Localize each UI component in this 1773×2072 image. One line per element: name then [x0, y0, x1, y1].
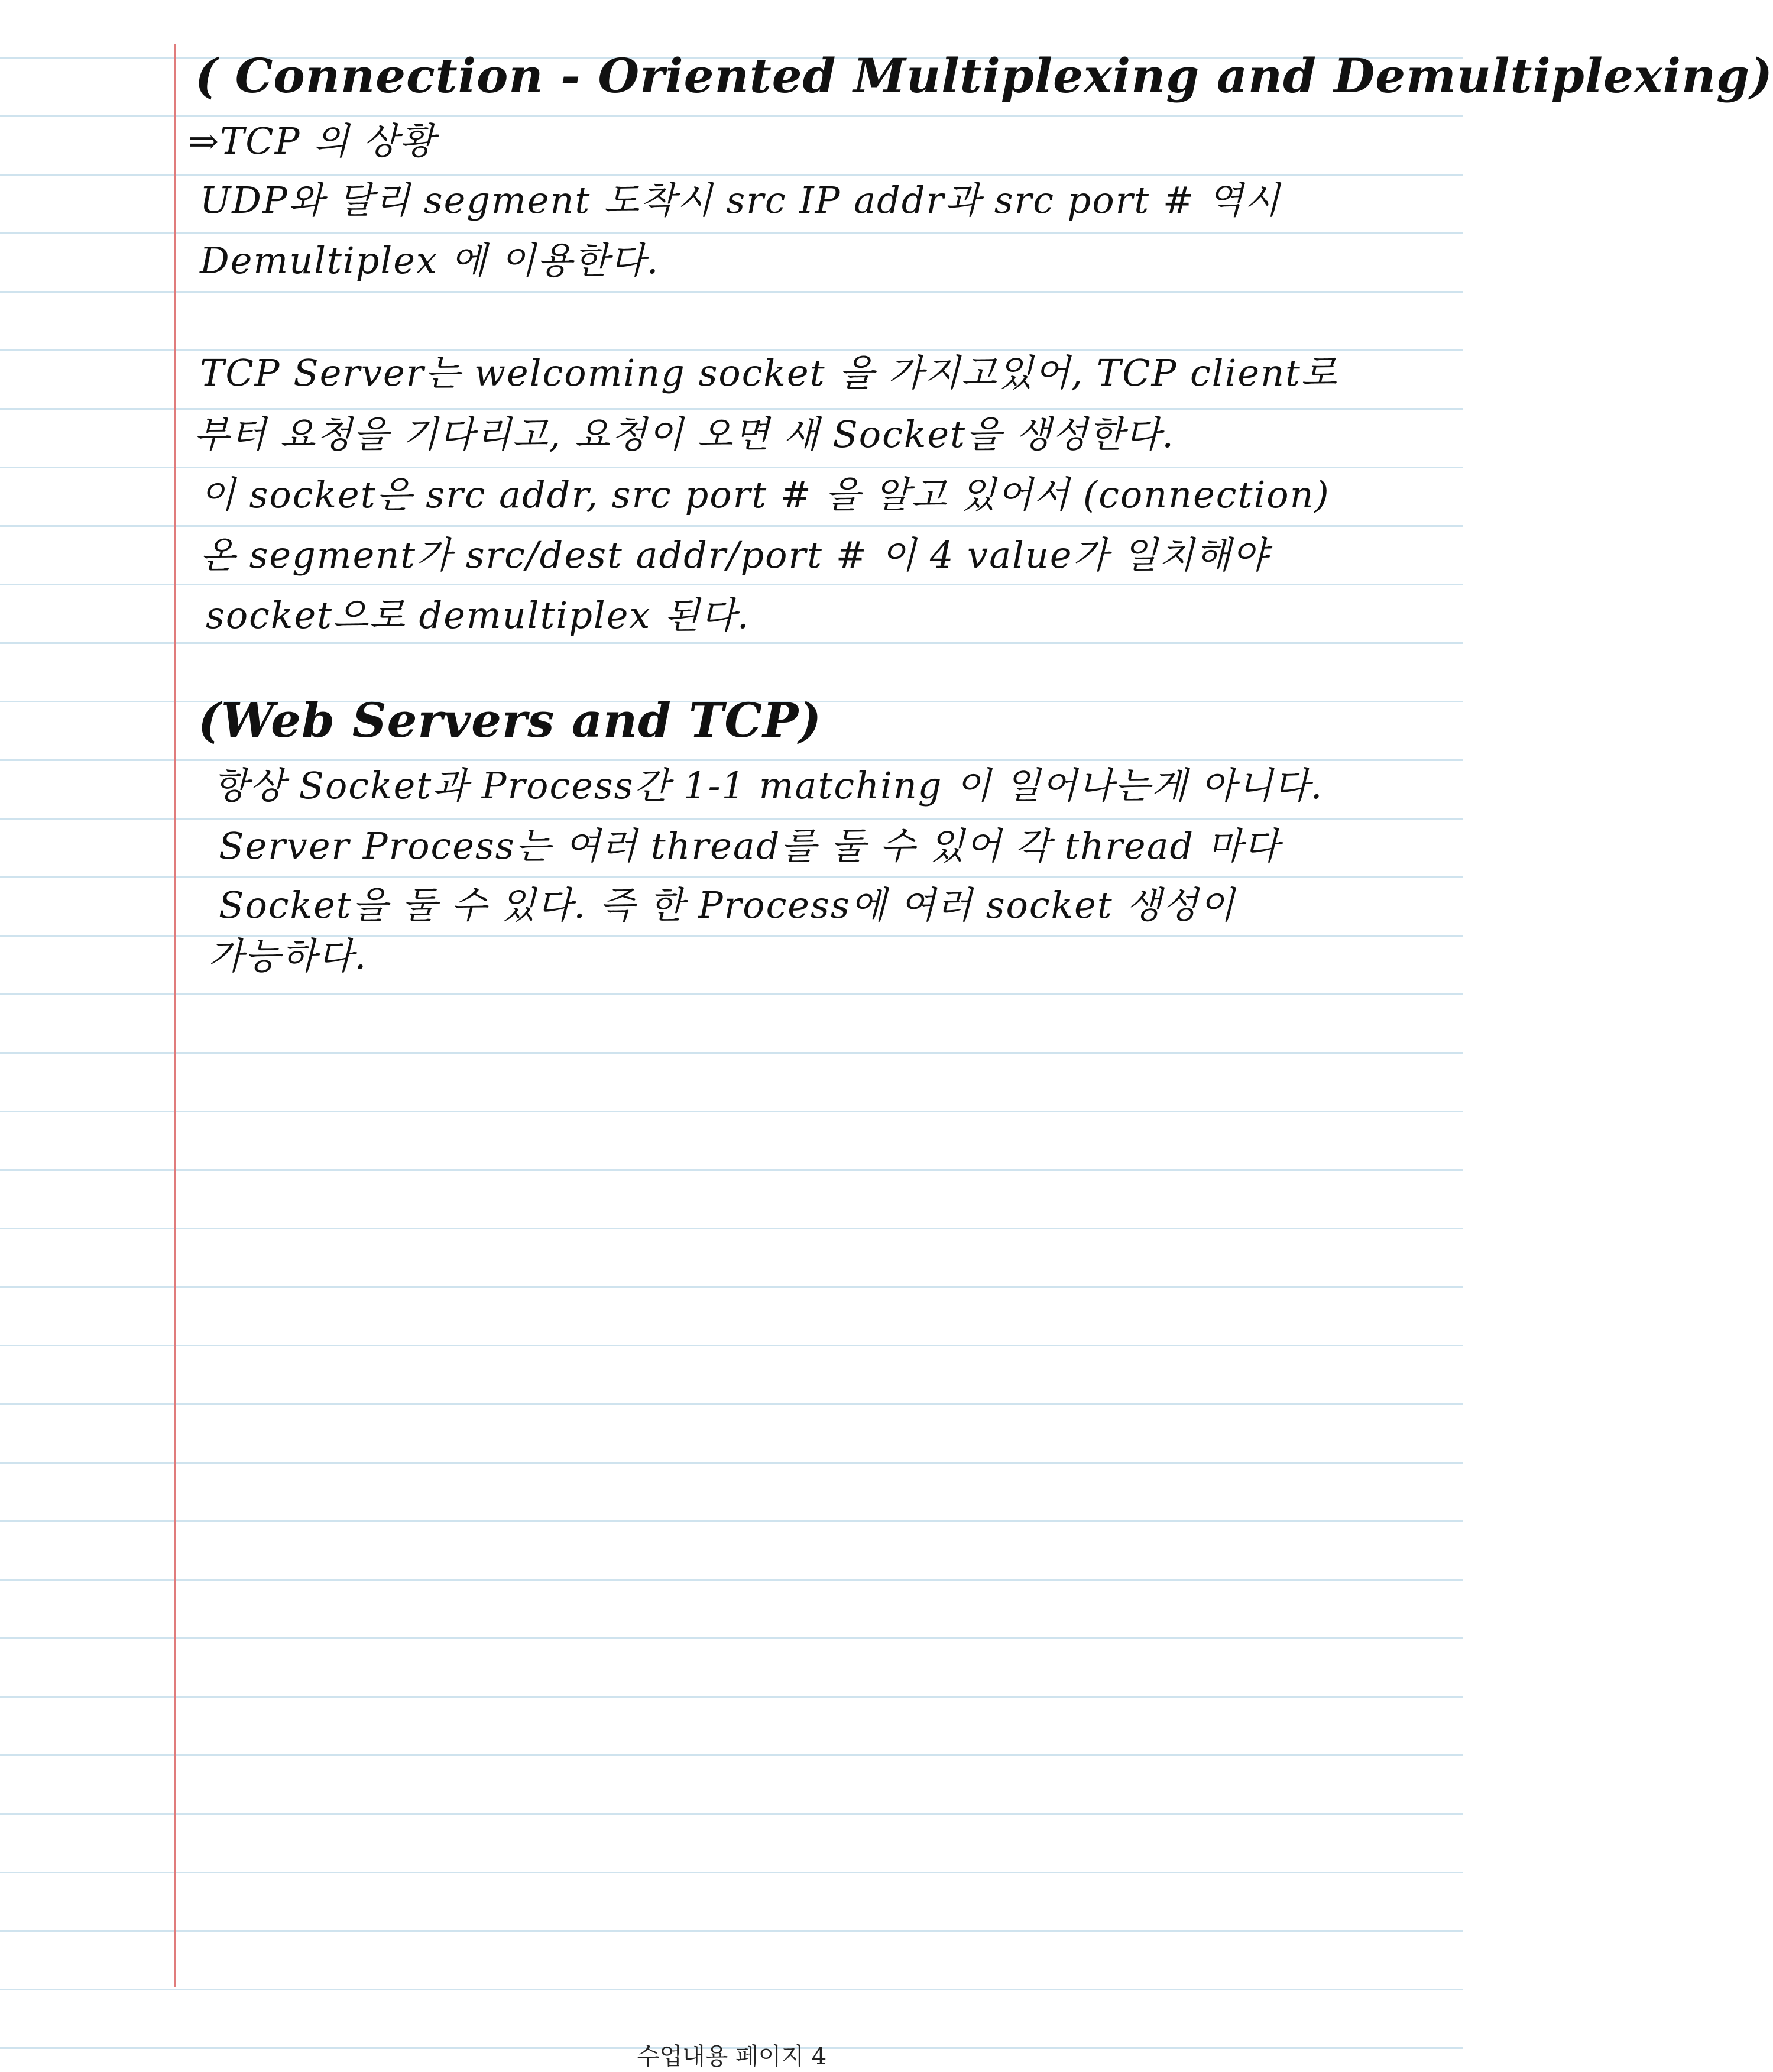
note-line: TCP Server는 welcoming socket 을 가지고있어, TCP client로 [200, 351, 1338, 394]
note-line: Demultiplex 에 이용한다. [200, 239, 660, 282]
note-line: 항상 Socket과 Process간 1-1 matching 이 일어나는게 아니다. [213, 764, 1324, 807]
section-heading-connection-oriented: ( Connection - Oriented Multiplexing and Demultiplexing) [195, 48, 1773, 103]
note-line: 부터 요청을 기다리고, 요청이 오면 새 Socket을 생성한다. [194, 413, 1175, 456]
note-line: 온 segment가 src/dest addr/port # 이 4 value가 일치해야 [200, 533, 1269, 577]
note-line: 가능하다. [208, 934, 368, 977]
note-line: Server Process는 여러 thread를 둘 수 있어 각 thread 마다 [219, 824, 1281, 867]
note-line: Socket을 둘 수 있다. 즉 한 Process에 여러 socket 생성이 [219, 883, 1236, 927]
note-line: 이 socket은 src addr, src port # 을 알고 있어서 (connection) [200, 473, 1330, 516]
page-footer: 수업내용 페이지 4 [636, 2043, 827, 2070]
note-line: ⇒TCP 의 상황 [188, 119, 436, 163]
section-heading-web-servers: (Web Servers and TCP) [198, 692, 822, 748]
note-line: socket으로 demultiplex 된다. [206, 594, 750, 637]
note-line: UDP와 달리 segment 도착시 src IP addr과 src port # 역시 [200, 179, 1281, 222]
